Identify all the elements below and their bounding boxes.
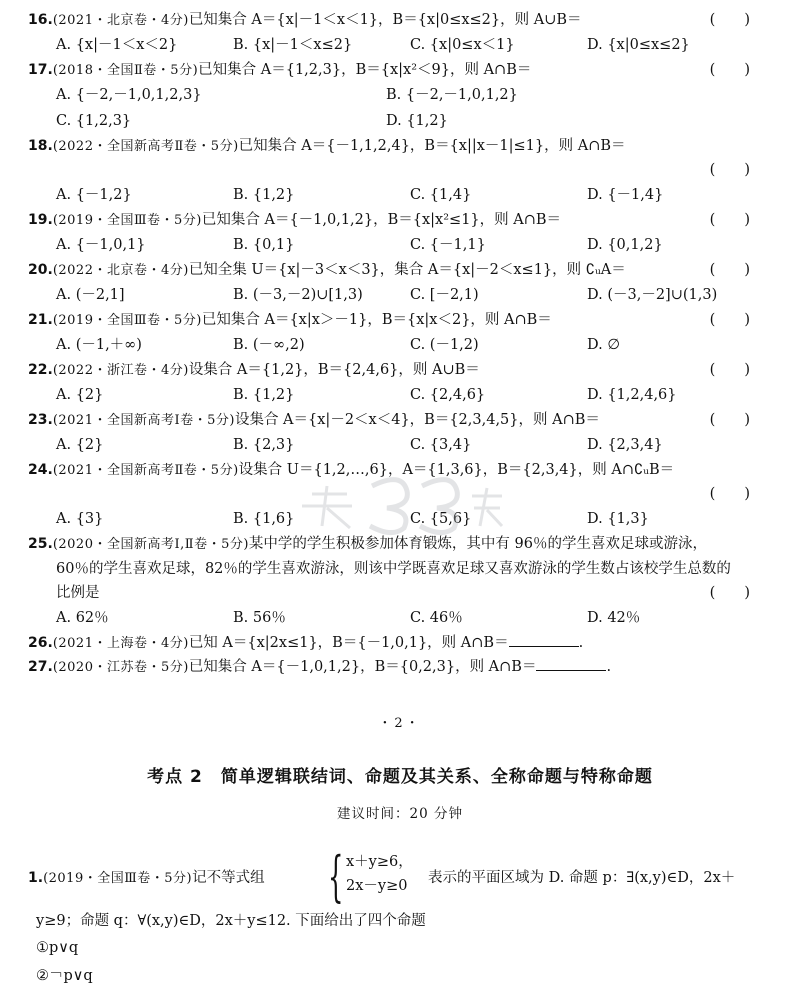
question-number: 27. [28, 659, 53, 675]
option-c[interactable]: C. (－1,2) [410, 337, 479, 353]
option-a[interactable]: A. {3} [56, 511, 104, 527]
option-d[interactable]: D. (－3,－2]∪(1,3) [587, 287, 718, 303]
answer-paren-line [28, 581, 772, 605]
question-number: 1. [28, 870, 44, 886]
question-stem: 设集合 A＝{1,2}，B＝{2,4,6}，则 A∪B＝ [188, 362, 480, 378]
question-q1 [28, 845, 772, 990]
brace-icon: { [328, 845, 344, 908]
answer-paren[interactable]: ( ) [709, 12, 750, 28]
answer-blank[interactable] [536, 656, 606, 671]
question-item [28, 358, 772, 408]
question-source: (2019・全国Ⅲ卷・5分) [43, 871, 193, 886]
question-item [28, 532, 772, 631]
answer-paren[interactable]: ( ) [709, 412, 750, 428]
option-a[interactable]: A. {－1,0,1} [56, 237, 146, 253]
q1-stem-row [28, 845, 772, 908]
question-stem-row [28, 58, 772, 82]
option-list [28, 432, 772, 458]
option-b[interactable]: B. {x|－1＜x≤2} [233, 37, 353, 53]
question-source: (2021・全国新高考Ⅰ卷・5分) [52, 413, 235, 428]
option-d[interactable]: D. {1,2,4,6} [587, 387, 677, 403]
option-d[interactable]: D. {x|0≤x≤2} [587, 37, 690, 53]
question-stem: 已知集合 A＝{－1,1,2,4}，B＝{x||x－1|≤1}，则 A∩B＝ [238, 138, 626, 154]
option-b[interactable]: B. {0,1} [233, 237, 295, 253]
question-number: 25. [28, 536, 53, 552]
question-stem: 已知集合 A＝{－1,0,1,2}，B＝{0,2,3}，则 A∩B＝ [188, 659, 537, 675]
answer-paren-line [28, 158, 772, 182]
option-c[interactable]: C. {5,6} [410, 511, 472, 527]
fill-end: . [578, 635, 584, 651]
question-number: 24. [28, 462, 53, 478]
option-a[interactable]: A. {2} [56, 387, 104, 403]
option-c[interactable]: C. {3,4} [410, 437, 472, 453]
question-stem: 已知集合 A＝{x|－1＜x＜1}，B＝{x|0≤x≤2}，则 A∪B＝ [188, 12, 582, 28]
question-stem: 已知集合 A＝{1,2,3}，B＝{x|x²＜9}，则 A∩B＝ [198, 62, 532, 78]
proposition-2: ②￢p∨q [36, 968, 93, 984]
option-list [28, 382, 772, 408]
question-number: 16. [28, 12, 53, 28]
question-item [28, 58, 772, 134]
question-number: 17. [28, 62, 53, 78]
option-d[interactable]: D. {1,3} [587, 511, 649, 527]
option-a[interactable]: A. {x|－1＜x＜2} [56, 37, 178, 53]
question-number: 19. [28, 212, 53, 228]
question-stem-row [28, 258, 772, 282]
option-b[interactable]: B. (－∞,2) [233, 337, 305, 353]
question-stem-row [28, 408, 772, 432]
answer-blank[interactable] [509, 632, 579, 647]
option-a[interactable]: A. 62％ [56, 610, 109, 626]
option-d[interactable]: D. ∅ [587, 337, 620, 353]
question-item [28, 308, 772, 358]
option-list [28, 282, 772, 308]
question-stem-row [28, 208, 772, 232]
option-b[interactable]: B. (－3,－2)∪[1,3) [233, 287, 363, 303]
question-stem-pre: 记不等式组 [192, 870, 265, 886]
question-source: (2021・全国新高考Ⅱ卷・5分) [52, 463, 239, 478]
option-d[interactable]: D. {2,3,4} [587, 437, 663, 453]
option-d[interactable]: D. {0,1,2} [587, 237, 663, 253]
question-stem-row [28, 308, 772, 332]
option-c[interactable]: C. {－1,1} [410, 237, 486, 253]
option-d[interactable]: D. 42％ [587, 610, 641, 626]
question-number: 20. [28, 262, 53, 278]
option-a[interactable]: A. (－2,1] [56, 287, 125, 303]
question-stem-line2: y≥9；命题 q：∀(x,y)∈D，2x＋y≤12. 下面给出了四个命题 [36, 913, 426, 929]
option-a[interactable]: A. {－2,－1,0,1,2,3} [56, 87, 202, 103]
question-item [28, 258, 772, 308]
option-list [28, 332, 772, 358]
fill-end: . [606, 659, 612, 675]
answer-paren[interactable]: ( ) [709, 62, 750, 78]
page-number: ・2・ [378, 716, 422, 731]
section-time: 建议时间：20 分钟 [337, 806, 463, 822]
option-b[interactable]: B. {1,6} [233, 511, 295, 527]
question-stem: 设集合 A＝{x|－2＜x＜4}，B＝{2,3,4,5}，则 A∩B＝ [234, 412, 600, 428]
option-a[interactable]: A. (－1,＋∞) [56, 337, 142, 353]
question-number: 18. [28, 138, 53, 154]
question-number: 21. [28, 312, 53, 328]
option-b[interactable]: B. {－2,－1,0,1,2} [386, 87, 518, 103]
question-item [28, 408, 772, 458]
option-d[interactable]: D. {1,2} [386, 113, 448, 129]
question-source: (2019・全国Ⅲ卷・5分) [52, 213, 202, 228]
option-list [28, 605, 772, 631]
inequality-system [346, 850, 413, 898]
option-d[interactable]: D. {－1,4} [587, 187, 664, 203]
option-b[interactable]: B. 56％ [233, 610, 286, 626]
question-number: 23. [28, 412, 53, 428]
answer-paren[interactable]: ( ) [709, 486, 750, 502]
option-a[interactable]: A. {2} [56, 437, 104, 453]
option-c[interactable]: C. {1,4} [410, 187, 472, 203]
watermark-logo [292, 466, 512, 536]
option-b[interactable]: B. {2,3} [233, 437, 295, 453]
question-source: (2020・江苏卷・5分) [52, 660, 189, 675]
question-item [28, 208, 772, 258]
question-stem-post: 表示的平面区域为 D. 命题 p：∃(x,y)∈D，2x＋ [428, 870, 736, 886]
option-c[interactable]: C. 46％ [410, 610, 463, 626]
option-b[interactable]: B. {1,2} [233, 187, 295, 203]
question-number: 26. [28, 635, 53, 651]
section-title: 考点 2 简单逻辑联结词、命题及其关系、全称命题与特称命题 [147, 767, 653, 787]
question-source: (2018・全国Ⅱ卷・5分) [52, 63, 199, 78]
question-source: (2022・浙江卷・4分) [52, 363, 189, 378]
question-stem: 已知集合 A＝{－1,0,1,2}，B＝{x|x²≤1}，则 A∩B＝ [201, 212, 562, 228]
option-a[interactable]: A. {－1,2} [56, 187, 132, 203]
fill-question [28, 631, 772, 655]
proposition-1: ①p∨q [36, 940, 79, 956]
question-number: 22. [28, 362, 53, 378]
fill-question [28, 655, 772, 679]
option-list [28, 232, 772, 258]
inequality-line: 2x－y≥0 [346, 878, 408, 894]
answer-paren[interactable]: ( ) [709, 162, 750, 178]
answer-paren[interactable]: ( ) [709, 585, 750, 601]
answer-paren[interactable]: ( ) [709, 262, 750, 278]
question-stem-row [28, 358, 772, 382]
question-item [28, 8, 772, 58]
inequality-line: x＋y≥6， [346, 854, 413, 870]
option-c[interactable]: C. [－2,1) [410, 287, 479, 303]
question-item [28, 134, 772, 208]
question-stem-row [28, 134, 772, 158]
option-c[interactable]: C. {x|0≤x＜1} [410, 37, 515, 53]
option-c[interactable]: C. {1,2,3} [56, 113, 132, 129]
option-b[interactable]: B. {1,2} [233, 387, 295, 403]
question-source: (2019・全国Ⅲ卷・5分) [52, 313, 202, 328]
answer-paren[interactable]: ( ) [709, 312, 750, 328]
question-source: (2022・全国新高考Ⅱ卷・5分) [52, 139, 239, 154]
question-stem: 已知全集 U＝{x|－3＜x＜3}，集合 A＝{x|－2＜x≤1}，则 ∁ᵤA＝ [188, 262, 626, 278]
question-stem: 某中学的学生积极参加体育锻炼，其中有 96％的学生喜欢足球或游泳，60％的学生喜欢足球，82％的学生喜欢游泳，则该中学既喜欢足球又喜欢游泳的学生数占该校学生总数的比例是 [56, 536, 731, 601]
question-list [28, 8, 772, 679]
option-list [28, 32, 772, 58]
answer-paren[interactable]: ( ) [709, 362, 750, 378]
question-source: (2020・全国新高考Ⅰ,Ⅱ卷・5分) [52, 537, 249, 552]
question-stem-row [28, 8, 772, 32]
option-list [28, 82, 772, 134]
option-list [28, 182, 772, 208]
question-stem: 已知集合 A＝{x|x＞－1}，B＝{x|x＜2}，则 A∩B＝ [201, 312, 552, 328]
question-source: (2021・上海卷・4分) [52, 636, 189, 651]
question-source: (2022・北京卷・4分) [52, 263, 189, 278]
answer-paren[interactable]: ( ) [709, 212, 750, 228]
question-stem: 已知 A＝{x|2x≤1}，B＝{－1,0,1}，则 A∩B＝ [188, 635, 509, 651]
question-stem: 设集合 U＝{1,2,…,6}，A＝{1,3,6}，B＝{2,3,4}，则 A∩∁ᵤB＝ [238, 462, 675, 478]
question-source: (2021・北京卷・4分) [52, 13, 189, 28]
option-c[interactable]: C. {2,4,6} [410, 387, 486, 403]
